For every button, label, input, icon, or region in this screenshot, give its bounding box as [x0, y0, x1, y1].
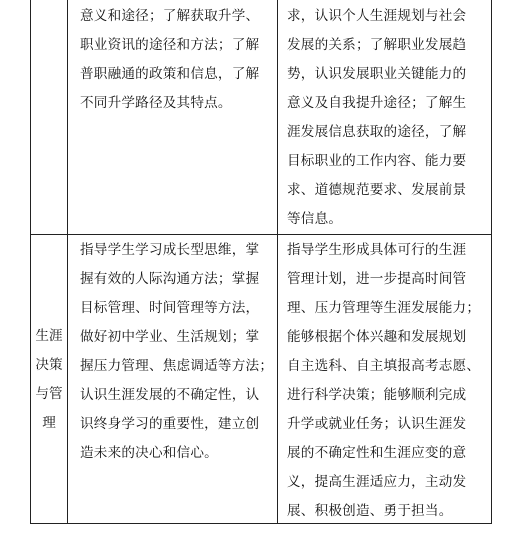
- column-divider-1: [67, 0, 68, 523]
- text-line: 展的不确定性和生涯应变的意: [287, 445, 467, 461]
- category-line: 与管: [35, 386, 63, 402]
- text-line: 涯发展信息获取的途径，了解: [287, 124, 467, 140]
- text-line: 识终身学习的重要性，建立创: [80, 416, 260, 432]
- text-line: 求、道德规范要求、发展前景: [287, 182, 467, 198]
- text-line: 握压力管理、焦虑调适等方法；: [80, 358, 274, 374]
- text-line: 等信息。: [287, 211, 343, 227]
- row2-category-cell: [31, 322, 67, 438]
- text-line: 认识生涯发展的不确定性，认: [80, 387, 260, 403]
- row-divider: [31, 234, 491, 235]
- text-line: 求，认识个人生涯规划与社会: [287, 8, 467, 24]
- text-line: 目标管理、时间管理等方法，: [80, 300, 260, 316]
- text-line: 升学或就业任务；认识生涯发: [287, 416, 467, 432]
- row2-middle-cell: [80, 236, 273, 468]
- text-line: 意义和途径；了解获取升学、: [80, 8, 260, 24]
- text-line: 普职融通的政策和信息，了解: [80, 66, 260, 82]
- category-line: 决策: [35, 357, 63, 373]
- text-line: 发展的关系；了解职业发展趋: [287, 37, 467, 53]
- text-line: 义，提高生涯适应力，主动发: [287, 474, 467, 490]
- row1-right-cell: [287, 2, 466, 234]
- text-line: 自主选科、自主填报高考志愿、: [287, 358, 481, 374]
- text-line: 展、积极创造、勇于担当。: [287, 503, 453, 519]
- text-line: 目标职业的工作内容、能力要: [287, 153, 467, 169]
- row2-right-cell: [287, 236, 480, 526]
- column-divider-2: [277, 0, 278, 523]
- text-line: 能够根据个体兴趣和发展规划: [287, 329, 467, 345]
- text-line: 进行科学决策；能够顺利完成: [287, 387, 467, 403]
- text-line: 做好初中学业、生活规划；掌: [80, 329, 260, 345]
- text-line: 意义及自我提升途径；了解生: [287, 95, 467, 111]
- text-line: 管理计划，进一步提高时间管: [287, 271, 467, 287]
- category-line: 理: [42, 415, 56, 431]
- text-line: 指导学生学习成长型思维，掌: [80, 242, 260, 258]
- text-line: 指导学生形成具体可行的生涯: [287, 242, 467, 258]
- text-line: 职业资讯的途径和方法；了解: [80, 37, 260, 53]
- text-line: 势，认识发展职业关键能力的: [287, 66, 467, 82]
- curriculum-table: [30, 0, 492, 524]
- text-line: 造未来的决心和信心。: [80, 445, 218, 461]
- row1-middle-cell: [80, 2, 259, 118]
- category-line: 生涯: [35, 328, 63, 344]
- text-line: 理、压力管理等生涯发展能力；: [287, 300, 481, 316]
- text-line: 握有效的人际沟通方法；掌握: [80, 271, 260, 287]
- text-line: 不同升学路径及其特点。: [80, 95, 232, 111]
